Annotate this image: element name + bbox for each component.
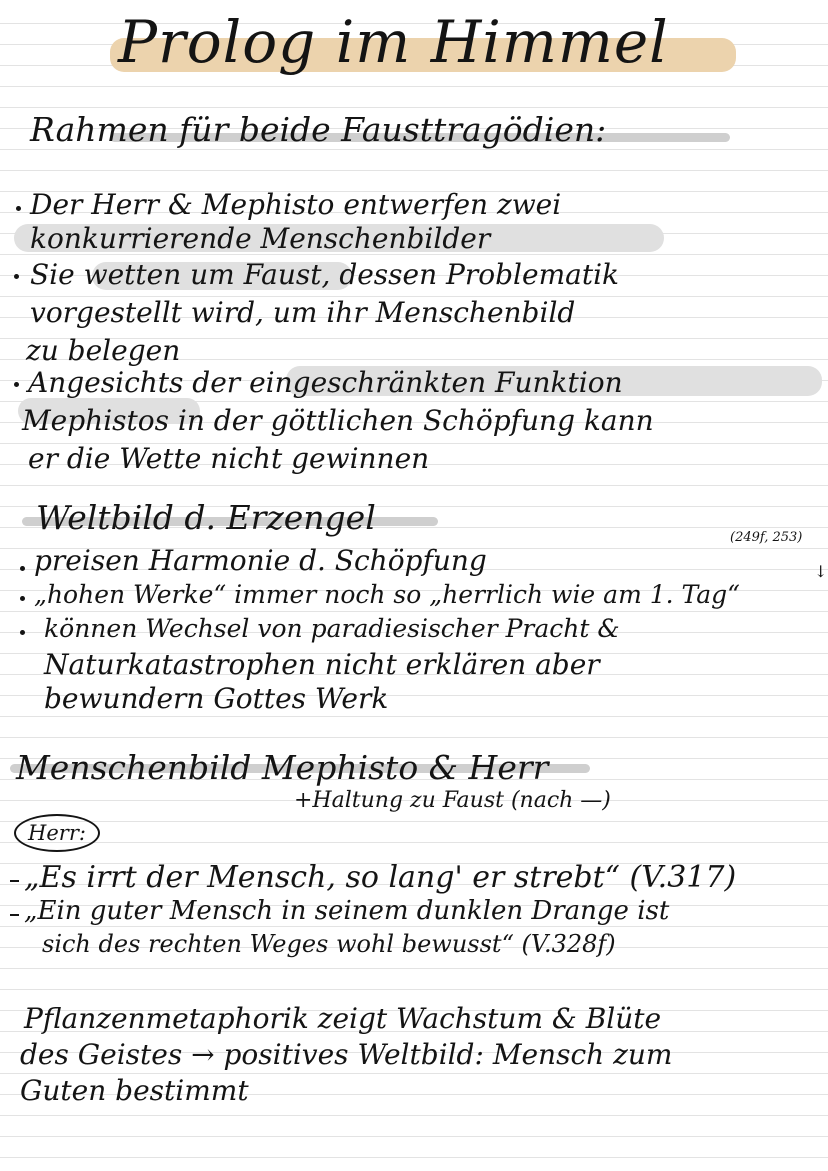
section-heading-rahmen: Rahmen für beide Fausttragödien: [30,110,607,149]
herr-quote-2-line-2: sich des rechten Weges wohl bewusst“ (V.328f) [42,930,616,958]
bullet-dot [20,596,25,601]
erzengel-bullet-3-line-3: bewundern Gottes Werk [44,682,389,715]
intro-bullet-2-line-1: Sie wetten um Faust, dessen Problematik [30,258,619,291]
section-heading-erzengel: Weltbild d. Erzengel [36,498,376,537]
conclusion-line-3: Guten bestimmt [20,1074,249,1107]
erzengel-bullet-3-line-1: können Wechsel von paradiesischer Pracht & [44,614,620,643]
bullet-dot [20,630,25,635]
verse-reference: (249f, 253) [730,530,803,545]
intro-bullet-1-line-2: konkurrierende Menschenbilder [30,222,491,255]
conclusion-line-2: des Geistes → positives Weltbild: Mensch zum [20,1038,673,1071]
bullet-dot [14,274,19,279]
intro-bullet-3-line-3: er die Wette nicht gewinnen [28,442,430,475]
intro-bullet-3-line-1: Angesichts der eingeschränkten Funktion [28,366,623,399]
intro-bullet-2-line-3: zu belegen [26,334,181,367]
page-title: Prolog im Himmel [118,8,669,76]
intro-bullet-1-line-1: Der Herr & Mephisto entwerfen zwei [30,188,562,221]
erzengel-bullet-3-line-2: Naturkatastrophen nicht erklären aber [44,648,600,681]
bullet-dot [14,382,19,387]
conclusion-line-1: Pflanzenmetaphorik zeigt Wachstum & Blüte [24,1002,662,1035]
arrow-down-icon: ↓ [814,562,828,581]
bullet-dot [16,206,21,211]
section-heading-menschenbild: Menschenbild Mephisto & Herr [16,748,549,787]
herr-label: Herr: [28,821,86,845]
erzengel-bullet-1: preisen Harmonie d. Schöpfung [34,544,487,577]
erzengel-bullet-2: „hohen Werke“ immer noch so „herrlich wie am 1. Tag“ [34,580,740,609]
herr-quote-2-line-1: „Ein guter Mensch in seinem dunklen Drange ist [24,896,670,926]
dash-marker [10,880,19,882]
intro-bullet-3-line-2: Mephistos in der göttlichen Schöpfung kann [22,404,654,437]
herr-quote-1: „Es irrt der Mensch, so lang' er strebt“ (V.317) [24,860,737,895]
intro-bullet-2-line-2: vorgestellt wird, um ihr Menschenbild [30,296,576,329]
herr-label-oval [14,814,100,852]
dash-marker [10,914,19,916]
section-subheading-haltung: +Haltung zu Faust (nach —) [294,788,611,813]
bullet-dot [20,566,25,571]
